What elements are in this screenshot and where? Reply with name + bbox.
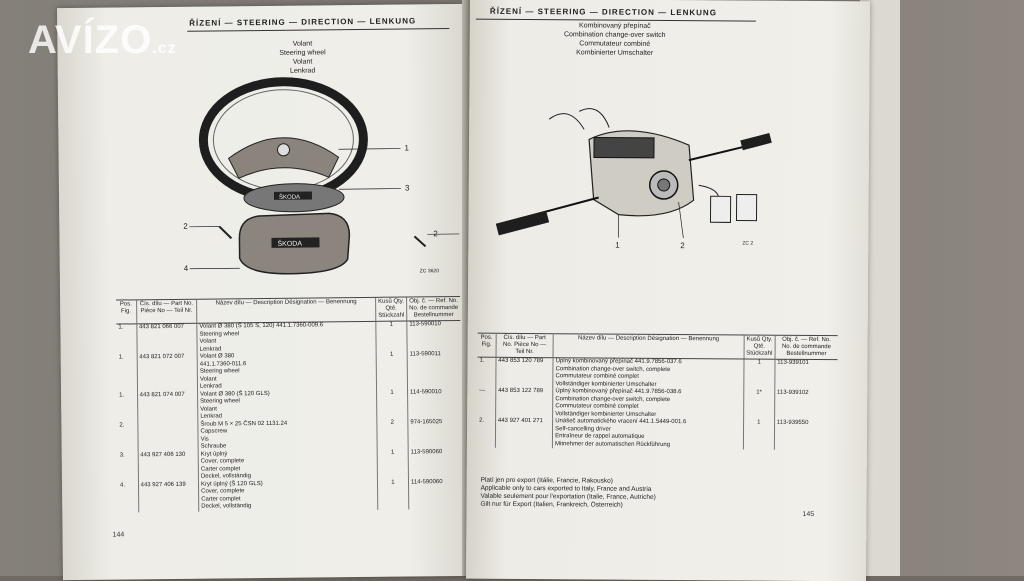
row-part-no [137, 421, 198, 452]
description-line: Lenkrad [200, 382, 374, 391]
table-row [118, 478, 462, 512]
row-part-no: 443 853 120 789 [496, 357, 554, 388]
description-line: Šroub M 5 × 25 ČSN 02 1131.24 [200, 419, 374, 428]
note-line: Valable seulement pour l'exportation (Italie, France, Autriche) [481, 493, 656, 502]
col-ref: Obj. č. — Ref. No. No. de commande Bestellnummer [775, 335, 838, 359]
callout-2: 2 [183, 222, 188, 231]
row-qty: 1 [376, 352, 407, 390]
row-qty: 1 [377, 449, 408, 479]
figure-code: ZC 2 [742, 241, 753, 247]
callout-3: 3 [405, 183, 410, 192]
row-description [197, 352, 376, 391]
col-ref: Obj. č. — Ref. No. No. de commande Bestellnummer [407, 296, 461, 321]
description-line: Volant Ø 380 [200, 352, 374, 361]
description-line: Cover, complete [201, 457, 375, 466]
description-line: Combination change-over switch, complete [556, 366, 742, 375]
description-line: Úplný kombinovaný přepínač 441.9.7856-038.6 [555, 388, 741, 397]
col-pos: Pos. Fig. [116, 300, 136, 324]
description-line: Steering wheel [199, 329, 373, 338]
right-caption-line: Combination change-over switch [530, 30, 700, 40]
table-row [116, 320, 460, 354]
description-line: Carter complet [201, 494, 375, 503]
description-line: Deckel, vollständig [201, 502, 375, 511]
description-line: Vis [201, 434, 375, 443]
description-line: 441.1.7360-011.6 [200, 359, 374, 368]
description-line: Unášeč automatického vracení 441.1.5449-001.6 [555, 418, 741, 427]
table-row [118, 448, 462, 482]
combination-switch-illustration [488, 109, 789, 271]
col-description: Název dílu — Description Désignation — Benennung [553, 334, 744, 359]
description-line: Combination change-over switch, complete [555, 396, 741, 405]
row-ref: 113-939102 [774, 390, 837, 420]
description-line: Steering wheel [200, 367, 374, 376]
row-ref: 114-590010 [408, 388, 462, 419]
skoda-badge-lower: ŠKODA [277, 239, 302, 248]
description-line: Lenkrad [200, 344, 374, 353]
left-header-rule [187, 28, 449, 32]
description-line: Deckel, vollständig [201, 472, 375, 481]
avizo-watermark-logo [28, 18, 177, 63]
logo-text: AVÍZO [28, 18, 152, 62]
description-line: Volant [200, 337, 374, 346]
callout-1: 1 [404, 143, 409, 152]
row-qty: 1 [744, 359, 775, 390]
row-qty: 1 [377, 479, 408, 509]
right-parts-table [477, 333, 838, 451]
table-row [477, 357, 837, 390]
description-line: Carter complet [201, 464, 375, 473]
row-pos: 1. [117, 354, 137, 392]
callout-2: 2 [680, 241, 685, 250]
row-ref: 113-939101 [775, 359, 838, 390]
col-qty: Kusů Qty. Qté. Stückzahl [744, 335, 775, 359]
description-line: Kryt úplný [201, 449, 375, 458]
description-line: Cover, complete [201, 487, 375, 496]
callout-2: 2 [433, 229, 438, 238]
row-part-no: 443 927 401 271 [495, 418, 553, 448]
description-line: Vollständiger kombinierter Umschalter [555, 411, 741, 420]
logo-tld: .cz [152, 40, 176, 57]
col-description: Název dílu — Description Désignation — Benennung [197, 297, 376, 323]
right-page-header: ŘÍZENÍ — STEERING — DIRECTION — LENKUNG [490, 7, 717, 18]
row-description [553, 388, 744, 419]
row-pos: — [477, 388, 496, 418]
col-part-no: Čís. dílu — Part No. Pièce No — Teil Nr. [136, 299, 197, 324]
right-page [466, 0, 870, 581]
note-line: Platí jen pro export (Itálie, Francie, Rakousko) [481, 477, 656, 486]
left-caption [257, 39, 347, 76]
left-caption-line: Volant [258, 57, 348, 67]
description-line: Capscrew [200, 427, 374, 436]
description-line: Úplný kombinovaný přepínač 441.9.7856-037.6 [556, 358, 742, 367]
description-line: Commutateur combiné complet [556, 373, 742, 382]
row-pos: 3. [118, 452, 138, 482]
callout-4: 4 [184, 264, 189, 273]
row-pos: 2. [477, 418, 496, 448]
row-pos: 2. [117, 422, 137, 452]
row-qty: 1 [743, 420, 774, 450]
row-qty: 1 [376, 321, 407, 352]
row-description [553, 418, 744, 449]
row-qty: 1* [743, 390, 774, 420]
col-part-no: Čís. dílu — Part No. Pièce No — Teil Nr. [496, 333, 553, 357]
right-caption [530, 21, 700, 58]
row-ref: 113-590060 [408, 448, 462, 479]
description-line: Volant Ø 380 (Š 120 GLS) [200, 389, 374, 398]
row-description [198, 389, 377, 421]
row-part-no: 443 853 122 789 [495, 388, 553, 418]
description-line: Mitnehmer der automatischen Rückführung [555, 441, 741, 450]
row-ref: 113-590010 [407, 320, 461, 351]
right-caption-line: Kombinovaný přepínač [530, 21, 700, 31]
row-ref: 113-939550 [774, 420, 837, 450]
col-qty: Kusů Qty. Qté. Stückzahl [376, 297, 407, 321]
table-row [117, 351, 461, 392]
right-page-number: 145 [802, 511, 814, 518]
note-line: Applicable only to cars exported to Italy, France and Austria [481, 485, 656, 494]
description-line: Self-cancelling driver [555, 426, 741, 435]
row-ref: 114-590060 [408, 478, 462, 509]
row-pos: 1. [117, 392, 137, 422]
description-line: Vollständiger kombinierter Umschalter [555, 381, 741, 390]
row-description [553, 358, 744, 390]
right-caption-line: Commutateur combiné [530, 39, 700, 49]
left-page-header: ŘÍZENÍ — STEERING — DIRECTION — LENKUNG [189, 16, 416, 27]
row-ref: 113-590011 [407, 351, 461, 389]
table-row [477, 388, 837, 421]
col-pos: Pos. Fig. [478, 333, 496, 357]
description-line: Schraube [201, 442, 375, 451]
description-line: Steering wheel [200, 397, 374, 406]
note-line: Gilt nur für Export (Italien, Frankreich, Österreich) [480, 501, 655, 510]
description-line: Volant [200, 374, 374, 383]
export-notes [480, 477, 656, 510]
left-caption-line: Volant [257, 39, 347, 49]
row-part-no: 443 821 066 007 [136, 323, 197, 354]
description-line: Volant [200, 404, 374, 413]
table-row [477, 418, 837, 451]
left-page [57, 4, 473, 580]
skoda-badge-upper: ŠKODA [279, 194, 300, 201]
row-qty: 1 [376, 389, 407, 419]
description-line: Kryt úplný (Š 120 GLS) [201, 479, 375, 488]
left-caption-line: Lenkrad [258, 66, 348, 76]
figure-code: ZC 3620 [420, 268, 439, 274]
row-pos: 4. [118, 482, 138, 512]
row-pos: 1. [116, 324, 136, 355]
row-description [197, 321, 376, 353]
row-part-no: 443 927 406 130 [138, 451, 199, 482]
row-pos: 1. [477, 357, 496, 388]
row-part-no: 443 821 072 007 [137, 354, 198, 392]
left-parts-table [116, 296, 462, 512]
row-description [198, 419, 377, 451]
row-part-no: 443 821 074 007 [137, 391, 198, 422]
description-line: Entraîneur de rappel automatique [555, 433, 741, 442]
steering-wheel-illustration [188, 76, 450, 289]
left-page-number: 144 [113, 531, 125, 538]
row-qty: 2 [377, 419, 408, 449]
row-description [198, 479, 377, 511]
description-line: Lenkrad [200, 412, 374, 421]
table-row [117, 388, 461, 422]
row-ref: 974-165025 [408, 418, 462, 449]
left-caption-line: Steering wheel [257, 48, 347, 58]
table-row [117, 418, 461, 452]
right-caption-line: Kombinierter Umschalter [530, 48, 700, 58]
callout-1: 1 [615, 241, 620, 250]
row-part-no: 443 927 406 139 [138, 481, 199, 512]
description-line: Commutateur combiné complet [555, 403, 741, 412]
row-description [198, 449, 377, 481]
description-line: Volant Ø 380 (Š 105 S, 120) 441.1.7360-009.6 [199, 322, 373, 331]
